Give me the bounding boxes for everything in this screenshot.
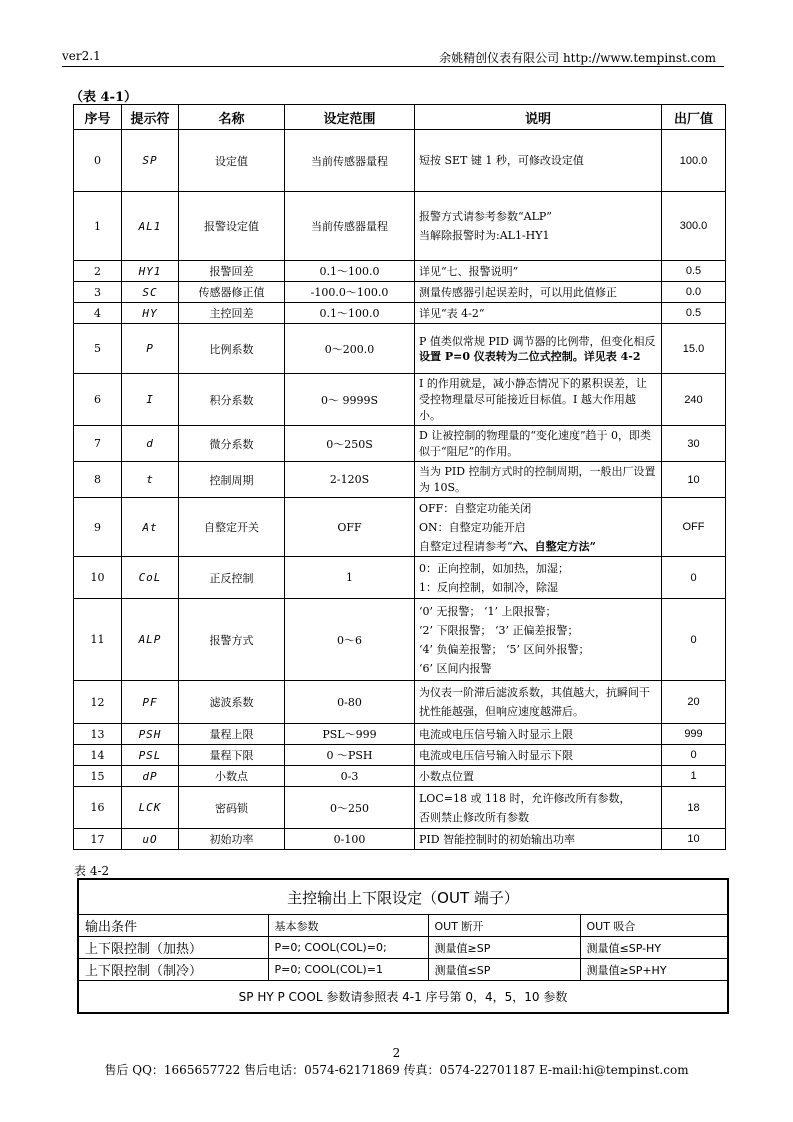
- row-symbol: PF: [122, 681, 179, 724]
- row-symbol: P: [122, 324, 179, 374]
- row-params: P=0; COOL(COL)=0;: [268, 937, 428, 959]
- row-no: 7: [74, 426, 122, 462]
- table-row: [74, 557, 726, 599]
- row-description: 当为 PID 控制方式时的控制周期，一般出厂设置为 10S。: [415, 462, 662, 498]
- row-range: 0-80: [285, 681, 415, 724]
- row-range: 0～250: [285, 787, 415, 829]
- col-header-symbol: 提示符: [122, 105, 179, 130]
- row-description: ‘0’ 无报警； ‘1’ 上限报警； ‘2’ 下限报警； ‘3’ 正偏差报警； ‘4’ 负偏差报警； ‘5’ 区间外报警； ‘6’ 区间内报警: [415, 599, 662, 681]
- row-name: 滤波系数: [179, 681, 285, 724]
- row-no: 6: [74, 374, 122, 426]
- row-range: PSL～999: [285, 724, 415, 745]
- col-header-out-open: OUT 断开: [428, 915, 580, 937]
- row-description: OFF：自整定功能关闭 ON：自整定功能开启 自整定过程请参考“六、自整定方法”: [415, 498, 662, 557]
- row-name: 量程下限: [179, 745, 285, 766]
- table-row: [74, 192, 726, 261]
- row-out-close: 测量值≥SP+HY: [580, 959, 728, 981]
- row-description: PID 智能控制时的初始输出功率: [415, 829, 662, 850]
- row-description: I 的作用就是，减小静态情况下的累积误差，让受控物理量尽可能接近目标值。I 越大作用越小。: [415, 374, 662, 426]
- row-default: 999: [662, 724, 726, 745]
- row-description: 测量传感器引起误差时，可以用此值修正: [415, 282, 662, 303]
- table1-caption: （表 4-1）: [70, 90, 138, 105]
- row-default: 300.0: [662, 192, 726, 261]
- row-no: 10: [74, 557, 122, 599]
- row-default: 0.5: [662, 261, 726, 282]
- row-symbol: ALP: [122, 599, 179, 681]
- table2-caption: 表 4-2: [74, 864, 110, 878]
- table-row: [74, 766, 726, 787]
- table-row: [78, 937, 728, 959]
- row-default: 18: [662, 787, 726, 829]
- table-row: [74, 787, 726, 829]
- row-description: D 让被控制的物理量的“变化速度”趋于 0，即类似于“阻尼”的作用。: [415, 426, 662, 462]
- row-symbol: SP: [122, 130, 179, 192]
- row-default: 10: [662, 829, 726, 850]
- row-description: 报警方式请参考参数“ALP” 当解除报警时为:AL1-HY1: [415, 192, 662, 261]
- version-label: ver2.1: [62, 49, 101, 63]
- row-range: 0～250S: [285, 426, 415, 462]
- row-default: 100.0: [662, 130, 726, 192]
- table-row: [74, 599, 726, 681]
- table-row: [74, 261, 726, 282]
- row-default: 0: [662, 599, 726, 681]
- row-range: 0 ～PSH: [285, 745, 415, 766]
- row-range: 2-120S: [285, 462, 415, 498]
- row-symbol: LCK: [122, 787, 179, 829]
- row-condition: 上下限控制（制冷）: [78, 959, 268, 981]
- row-description: 电流或电压信号输入时显示上限: [415, 724, 662, 745]
- row-range: 1: [285, 557, 415, 599]
- col-header-description: 说明: [415, 105, 662, 130]
- company-header: 余姚精创仪表有限公司 http://www.tempinst.com: [439, 51, 716, 65]
- row-default: 0.0: [662, 282, 726, 303]
- row-name: 微分系数: [179, 426, 285, 462]
- row-symbol: CoL: [122, 557, 179, 599]
- parameter-table: [73, 104, 726, 850]
- table-row: [74, 426, 726, 462]
- col-header-name: 名称: [179, 105, 285, 130]
- col-header-no: 序号: [74, 105, 122, 130]
- row-name: 主控回差: [179, 303, 285, 324]
- row-no: 1: [74, 192, 122, 261]
- output-limit-table: [77, 878, 729, 1014]
- table-row: [74, 130, 726, 192]
- page-number: 2: [392, 1046, 401, 1060]
- row-range: 当前传感器量程: [285, 130, 415, 192]
- col-header-out-close: OUT 吸合: [580, 915, 728, 937]
- row-no: 13: [74, 724, 122, 745]
- row-no: 17: [74, 829, 122, 850]
- row-default: 1: [662, 766, 726, 787]
- row-name: 比例系数: [179, 324, 285, 374]
- row-condition: 上下限控制（加热）: [78, 937, 268, 959]
- row-range: 0～ 9999S: [285, 374, 415, 426]
- table2-note: SP HY P COOL 参数请参照表 4-1 序号第 0，4，5，10 参数: [78, 981, 728, 1014]
- table-row: [74, 303, 726, 324]
- row-symbol: dP: [122, 766, 179, 787]
- row-name: 传感器修正值: [179, 282, 285, 303]
- row-description: 为仪表一阶滞后滤波系数，其值越大，抗瞬间干扰性能越强，但响应速度越滞后。: [415, 681, 662, 724]
- row-name: 密码锁: [179, 787, 285, 829]
- row-symbol: t: [122, 462, 179, 498]
- row-name: 报警方式: [179, 599, 285, 681]
- row-default: 0: [662, 745, 726, 766]
- table-row: [74, 745, 726, 766]
- table2-header-row: [78, 915, 728, 937]
- row-symbol: HY: [122, 303, 179, 324]
- row-description: 详见“七、报警说明”: [415, 261, 662, 282]
- row-no: 5: [74, 324, 122, 374]
- row-description: 短按 SET 键 1 秒，可修改设定值: [415, 130, 662, 192]
- row-range: 0.1～100.0: [285, 261, 415, 282]
- table-row: [74, 829, 726, 850]
- row-symbol: d: [122, 426, 179, 462]
- table2-title: 主控输出上下限设定（OUT 端子）: [78, 879, 728, 915]
- row-name: 设定值: [179, 130, 285, 192]
- row-name: 控制周期: [179, 462, 285, 498]
- row-description: 小数点位置: [415, 766, 662, 787]
- row-name: 自整定开关: [179, 498, 285, 557]
- col-header-basic-params: 基本参数: [268, 915, 428, 937]
- row-name: 初始功率: [179, 829, 285, 850]
- row-default: 30: [662, 426, 726, 462]
- row-symbol: At: [122, 498, 179, 557]
- row-symbol: SC: [122, 282, 179, 303]
- row-range: 0-100: [285, 829, 415, 850]
- row-no: 14: [74, 745, 122, 766]
- row-symbol: PSH: [122, 724, 179, 745]
- table-row: [74, 324, 726, 374]
- table-row: [74, 282, 726, 303]
- row-no: 9: [74, 498, 122, 557]
- row-description: LOC=18 或 118 时，允许修改所有参数， 否则禁止修改所有参数: [415, 787, 662, 829]
- table-row: [74, 498, 726, 557]
- row-description: 详见“表 4-2“: [415, 303, 662, 324]
- row-name: 正反控制: [179, 557, 285, 599]
- row-symbol: AL1: [122, 192, 179, 261]
- row-no: 3: [74, 282, 122, 303]
- row-out-open: 测量值≤SP: [428, 959, 580, 981]
- row-no: 4: [74, 303, 122, 324]
- row-no: 15: [74, 766, 122, 787]
- table-row: [74, 681, 726, 724]
- row-name: 报警回差: [179, 261, 285, 282]
- row-range: OFF: [285, 498, 415, 557]
- table-row: [74, 374, 726, 426]
- row-range: 当前传感器量程: [285, 192, 415, 261]
- row-description: P 值类似常规 PID 调节器的比例带，但变化相反 设置 P=0 仪表转为二位式控制。详见表 4-2: [415, 324, 662, 374]
- row-range: 0.1～100.0: [285, 303, 415, 324]
- row-default: 240: [662, 374, 726, 426]
- row-out-open: 测量值≥SP: [428, 937, 580, 959]
- row-no: 11: [74, 599, 122, 681]
- table-header-row: [74, 105, 726, 130]
- row-default: 15.0: [662, 324, 726, 374]
- row-default: 0: [662, 557, 726, 599]
- row-range: 0～6: [285, 599, 415, 681]
- row-symbol: HY1: [122, 261, 179, 282]
- header-divider: [62, 66, 724, 67]
- row-no: 0: [74, 130, 122, 192]
- row-description: 0：正向控制，如加热，加湿； 1：反向控制，如制冷，除湿: [415, 557, 662, 599]
- row-default: 0.5: [662, 303, 726, 324]
- table-row: [78, 959, 728, 981]
- row-range: 0～200.0: [285, 324, 415, 374]
- row-no: 16: [74, 787, 122, 829]
- row-default: 10: [662, 462, 726, 498]
- row-no: 12: [74, 681, 122, 724]
- row-no: 8: [74, 462, 122, 498]
- row-default: 20: [662, 681, 726, 724]
- row-description: 电流或电压信号输入时显示下限: [415, 745, 662, 766]
- table-row: [74, 462, 726, 498]
- row-symbol: I: [122, 374, 179, 426]
- contact-footer: 售后 QQ：1665657722 售后电话：0574-62171869 传真：0574-22701187 E-mail:hi@tempinst.com: [104, 1063, 689, 1077]
- row-range: 0-3: [285, 766, 415, 787]
- row-range: -100.0～100.0: [285, 282, 415, 303]
- row-symbol: uO: [122, 829, 179, 850]
- col-header-condition: 输出条件: [78, 915, 268, 937]
- row-params: P=0; COOL(COL)=1: [268, 959, 428, 981]
- row-name: 小数点: [179, 766, 285, 787]
- table-row: [74, 724, 726, 745]
- row-out-close: 测量值≤SP-HY: [580, 937, 728, 959]
- row-no: 2: [74, 261, 122, 282]
- row-name: 量程上限: [179, 724, 285, 745]
- row-symbol: PSL: [122, 745, 179, 766]
- row-name: 报警设定值: [179, 192, 285, 261]
- col-header-range: 设定范围: [285, 105, 415, 130]
- row-default: OFF: [662, 498, 726, 557]
- row-name: 积分系数: [179, 374, 285, 426]
- col-header-default: 出厂值: [662, 105, 726, 130]
